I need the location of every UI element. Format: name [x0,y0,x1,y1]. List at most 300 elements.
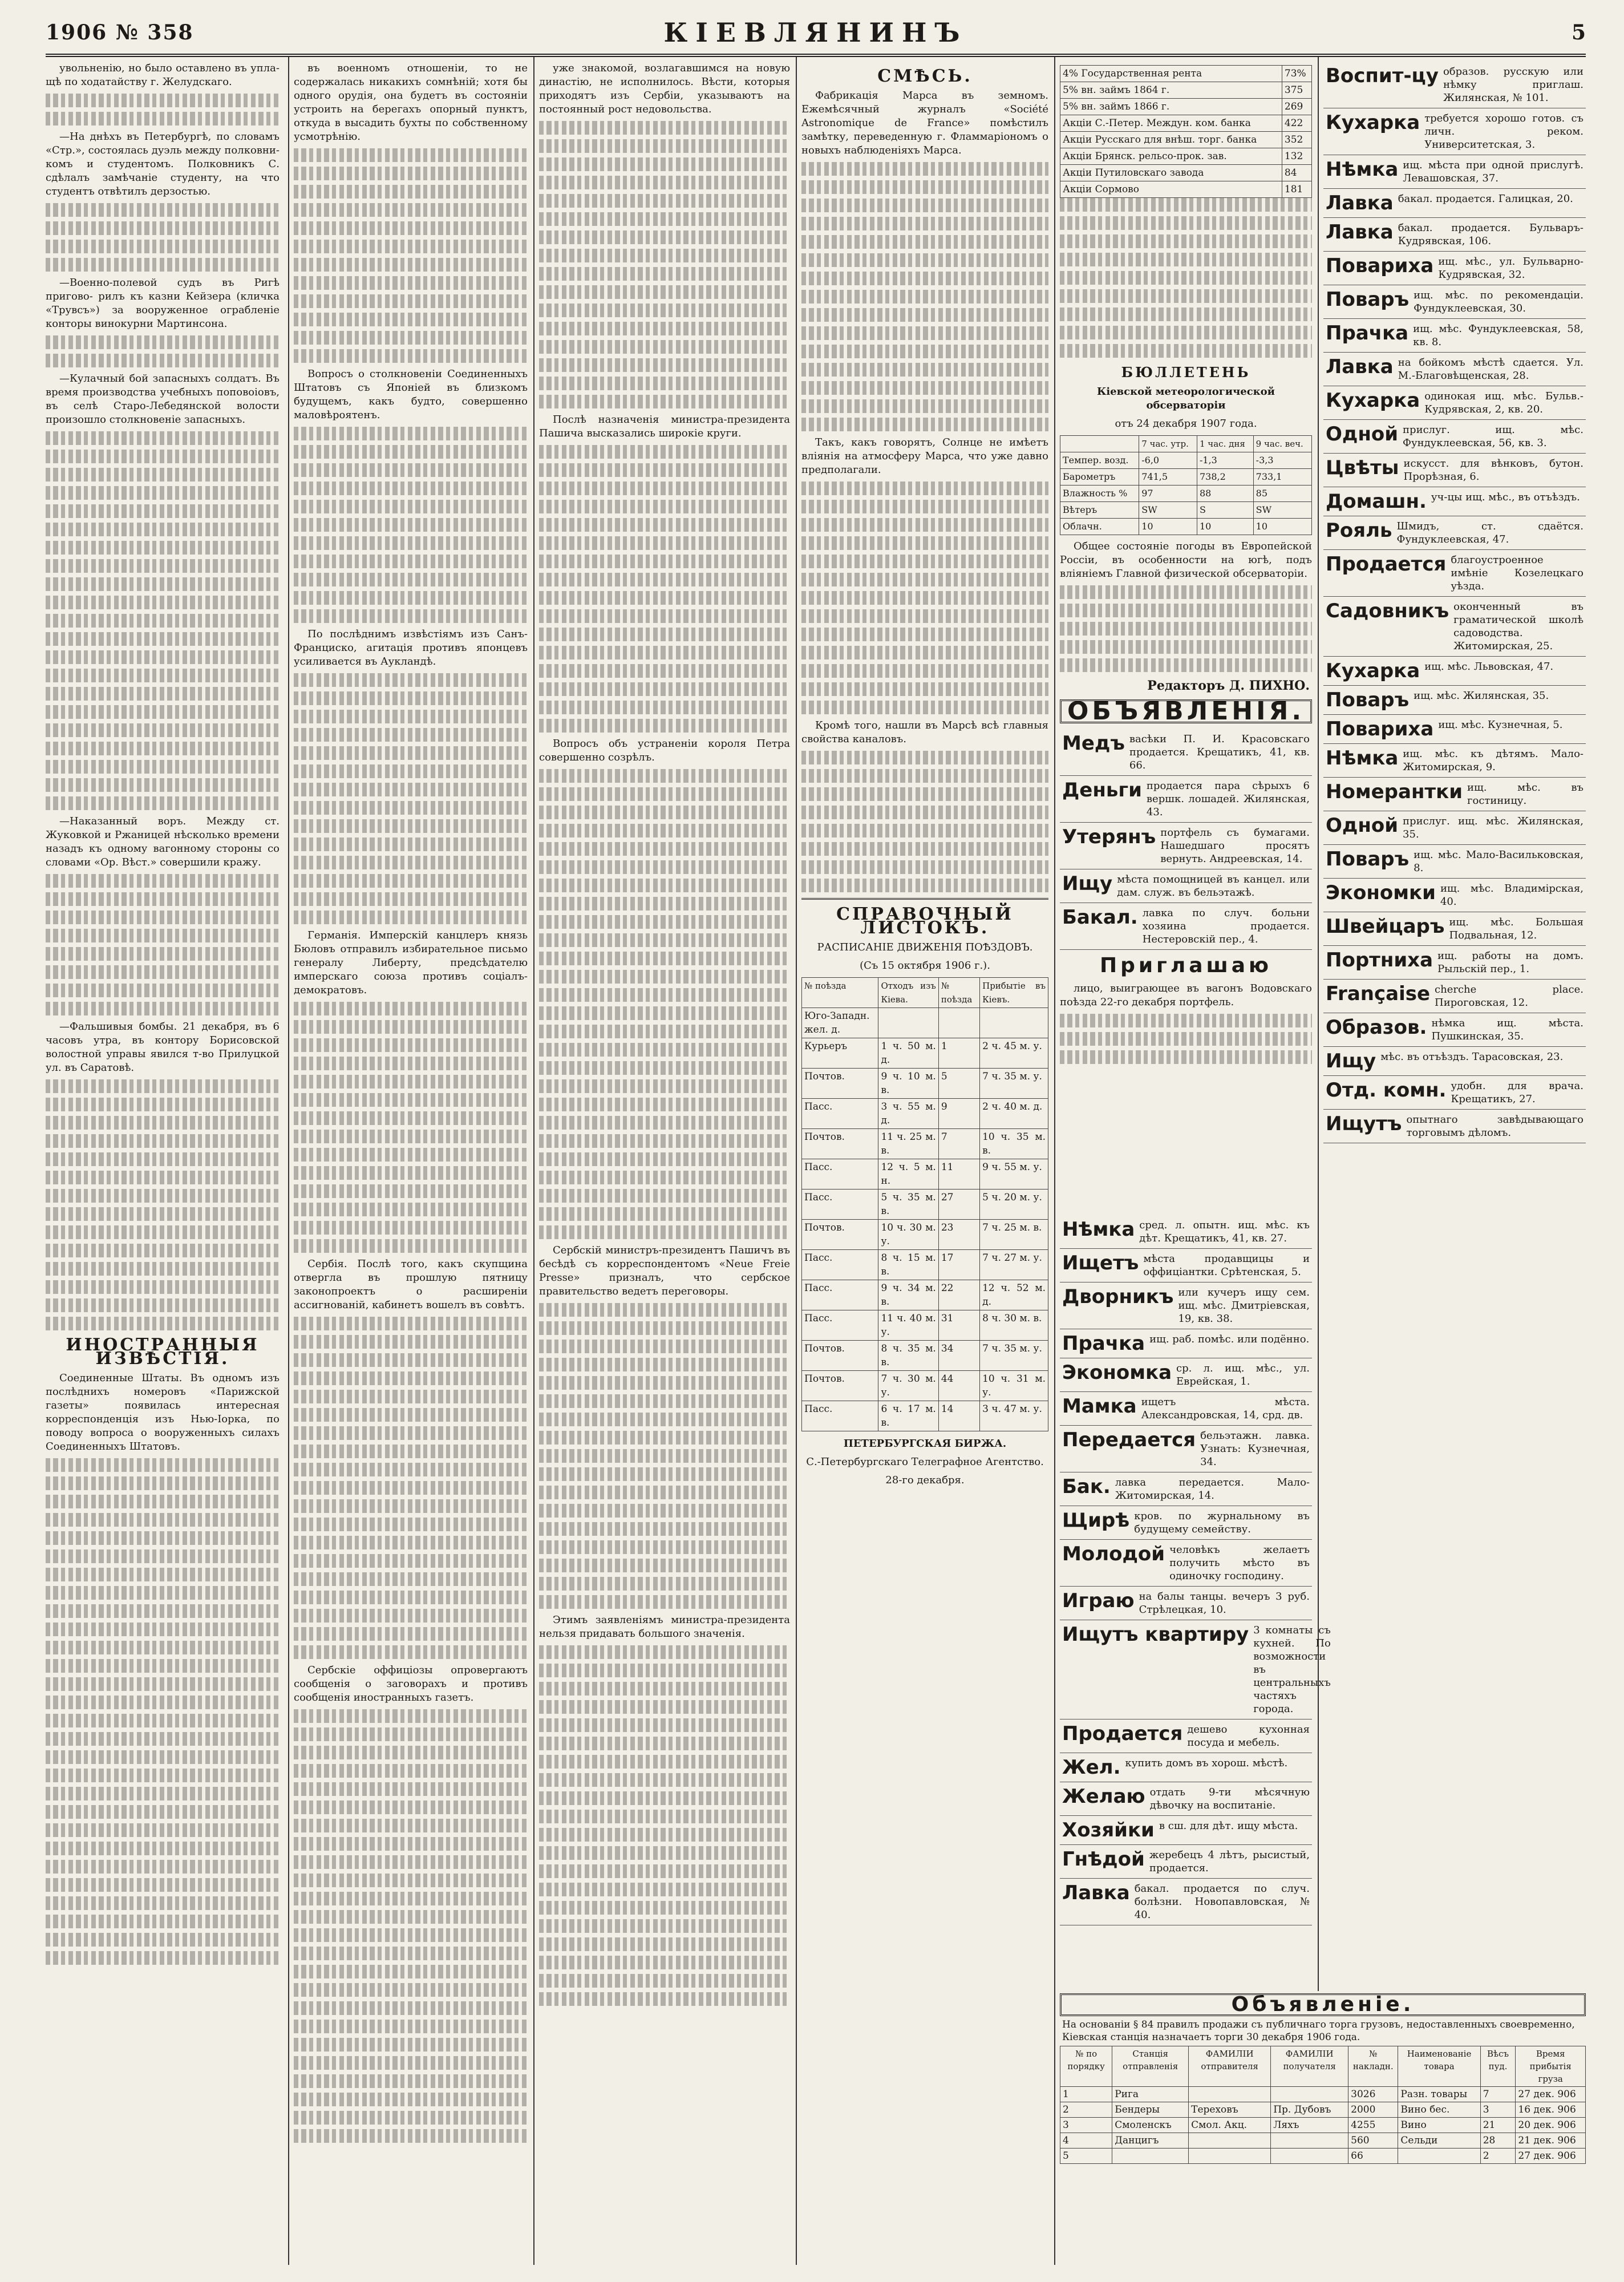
table-row [1060,2149,1586,2164]
ad-headline: Гнѣдой [1062,1848,1145,1871]
column-divider [796,57,797,2265]
text-lines [294,221,528,235]
text-lines [46,1189,280,1203]
table-cell: 7 ч. 27 м. у. [980,1250,1048,1280]
ad-text: искусст. для вѣнковъ, бутон. Прорѣзная, 6. [1403,458,1583,483]
ad-text: нѣмка ищ. мѣста. Пушкинская, 35. [1431,1017,1583,1042]
text-lines [801,701,1048,714]
text-lines [294,1317,528,1330]
text-lines [294,1928,528,1942]
table-cell [980,1008,1048,1038]
text-lines [46,984,280,997]
classified-ad [1060,1249,1312,1282]
classified-ad [1323,189,1586,218]
table-cell: 3 [1480,2102,1516,2118]
text-lines [539,1486,790,1499]
text-lines [46,874,280,888]
text-lines [46,1951,280,1965]
table-cell: 7 ч. 35 м. у. [980,1069,1048,1099]
text-lines [294,1002,528,1015]
weather-table [1060,435,1312,535]
text-lines [1060,658,1312,672]
text-lines [539,230,790,244]
text-lines [801,824,1048,837]
text-lines [539,1171,790,1184]
text-lines [46,965,280,979]
newspaper-title: КІЕВЛЯНИНЪ [663,17,968,48]
table-cell: 4% Государственная рента [1060,66,1282,82]
column-7 [1323,62,1586,2265]
text-lines [539,1577,790,1591]
text-lines [539,719,790,733]
ad-text: ср. л. ищ. мѣс., ул. Еврейская, 1. [1176,1362,1310,1387]
text-lines [539,1025,790,1038]
ad-text: отдать 9-ти мѣсячную дѣвочку на воспитаніе. [1149,1786,1310,1811]
classified-ad [1323,353,1586,386]
text-lines [1060,1032,1312,1046]
table-cell [938,1008,979,1038]
table-cell: 27 [938,1189,979,1220]
table-row [1060,2087,1586,2102]
ad-text: ищ. мѣс. Большая Подвальная, 12. [1449,916,1583,941]
cargo-table [1060,2046,1586,2164]
ad-text: ищ. мѣс. къ дѣтямъ. Мало-Житомирская, 9. [1403,748,1583,773]
table-cell: 27 дек. 906 [1516,2149,1586,2164]
ad-headline: Кухарка [1326,111,1420,134]
table-row [802,1310,1048,1341]
text-lines [801,363,1048,377]
ad-text: ищ. мѣс. Львовская, 47. [1424,661,1554,673]
text-lines [539,1901,790,1915]
text-lines [801,646,1048,659]
table-cell: 10 ч. 30 м. у. [878,1220,938,1250]
ad-headline: Поваръ [1326,848,1410,871]
table-cell: 12 ч. 52 м. д. [980,1280,1048,1310]
text-lines [294,837,528,851]
table-cell: 10 [1139,519,1197,535]
text-lines [539,1755,790,1769]
classified-ad [1323,1013,1586,1047]
text-lines [801,180,1048,194]
table-cell: 4 [1060,2133,1112,2149]
text-lines [294,1609,528,1623]
text-lines [294,764,528,778]
schedule-date: (Съ 15 октября 1906 г.). [860,960,990,972]
text-lines [294,2111,528,2125]
table-cell: 3 [1060,2118,1112,2133]
text-lines [46,1207,280,1221]
table-cell: Данцигъ [1112,2133,1189,2149]
text-lines [46,523,280,536]
table-cell: 181 [1282,181,1311,198]
text-lines [294,609,528,623]
text-lines [801,536,1048,550]
table-cell: Почтов. [802,1341,878,1371]
text-lines [294,2001,528,2015]
table-cell: 741,5 [1139,469,1197,485]
exchange-table [1060,65,1312,198]
news-item: Фабрикація Марса въ земномъ. Ежемѣсячный журналъ «Société Astronomique de France» помѣстилъ замѣтку, переведенную г. Фламмаріономъ о новыхъ наблюденіяхъ Марса. [801,90,1048,156]
text-lines [539,1061,790,1075]
table-row [802,1220,1048,1250]
classified-ad [1060,1540,1312,1587]
table-cell: Смоленскъ [1112,2118,1189,2133]
table-row [1060,99,1312,115]
text-lines [1060,344,1312,358]
text-lines [539,1303,790,1317]
news-item: уже знакомой, возлагавшимся на новую династію, не исполнилось. Вѣсти, которыя приходятъ изъ Сербіи, указываютъ на постоянный рост недовольства. [539,62,790,115]
ad-text: кров. по журнальному въ будущему семейству. [1134,1510,1310,1535]
text-lines [294,2038,528,2052]
classified-ad [1323,686,1586,715]
table-cell: Темпер. возд. [1060,452,1139,469]
text-lines [46,1116,280,1130]
text-lines [46,541,280,555]
text-lines [539,340,790,354]
table-cell: Акціи С.-Петер. Междун. ком. банка [1060,115,1282,132]
table-cell: 84 [1282,165,1311,181]
text-lines [801,253,1048,267]
text-lines [539,1394,790,1408]
text-lines [46,796,280,810]
classified-ad [1323,912,1586,946]
ad-headline: Нѣмка [1326,158,1399,181]
classified-ad [1323,218,1586,252]
text-lines [46,1860,280,1874]
table-cell: 3 ч. 47 м. у. [980,1401,1048,1431]
ad-headline: Дворникъ [1062,1285,1174,1308]
ad-text: ищетъ мѣста. Александровская, 14, срд. дв. [1141,1396,1310,1421]
ad-headline: Лавка [1326,355,1394,378]
classified-ad [1060,729,1312,776]
text-lines [539,806,790,819]
text-lines [539,860,790,874]
ad-headline: Кухарка [1326,389,1420,412]
classified-ad [1060,1358,1312,1392]
ad-headline: Прачка [1062,1332,1145,1355]
issue-number: 1906 № 358 [46,21,194,44]
ad-text: Шмидъ, ст. сдаётся. Фундуклеевская, 47. [1396,520,1583,545]
classified-ad [1323,1076,1586,1110]
table-cell: 9 [938,1099,979,1129]
text-lines [801,418,1048,431]
table-row [1060,148,1312,165]
table-row [802,1129,1048,1159]
table-cell: 2 ч. 40 м. д. [980,1099,1048,1129]
ad-text: бакал. продается. Галицкая, 20. [1398,193,1573,205]
classified-ad [1060,1845,1312,1879]
text-lines [801,482,1048,495]
ad-headline: Ищетъ [1062,1252,1139,1274]
ad-text: прислуг. ищ. мѣс. Фундуклеевская, 56, кв. 3. [1403,424,1583,449]
schedule-heading: РАСПИСАНІЕ ДВИЖЕНІЯ ПОѢЗДОВЪ. [817,941,1033,953]
text-lines [46,486,280,500]
invite-text: лицо, выиграющее въ вагонъ Водовскаго поѣзда 22-го декабря портфель. [1060,982,1312,1008]
bulletin-subtitle: Кіевской метеорологической обсерваторіи [1096,386,1275,411]
classified-ad [1060,1329,1312,1358]
text-lines [539,1718,790,1732]
table-row [802,1159,1048,1189]
classified-ad [1060,903,1312,950]
notice-text: На основаніи § 84 правилъ продажи съ публичнаго торга грузовъ, недоставленныхъ своевременно, Кіевская станція назначаетъ торги 30 декабря 1906 года. [1062,2019,1575,2043]
news-item: —На днѣхъ въ Петербургѣ, по словамъ «Стр.», состоялась дуэль между полковни- комъ и студентомъ. Полковникъ С. сдѣлалъ замѣчаніе студенту, на что студентъ отвѣтилъ дерзостью. [46,131,280,197]
schedule-rows [802,1008,1048,1431]
text-lines [294,1408,528,1422]
text-lines [539,1431,790,1445]
text-lines [46,1933,280,1947]
table-cell: 5% вн. займъ 1866 г. [1060,99,1282,115]
table-cell: 4255 [1348,2118,1398,2133]
text-lines [294,1093,528,1107]
ad-headline: Домашн. [1326,490,1427,513]
text-lines [46,1586,280,1600]
classified-ad [1323,715,1586,744]
text-lines [801,879,1048,892]
table-cell: Почтов. [802,1069,878,1099]
ad-text: ищ. мѣс., ул. Бульварно-Кудрявская, 32. [1438,256,1583,281]
classified-ad [1323,285,1586,319]
text-lines [46,240,280,253]
text-lines [294,1038,528,1052]
text-lines [294,1111,528,1125]
text-lines [294,591,528,605]
table-cell: Акціи Путиловскаго завода [1060,165,1282,181]
table-header: Время прибытія груза [1516,2046,1586,2087]
text-lines [801,751,1048,764]
text-lines [539,1098,790,1111]
ad-headline: Садовникъ [1326,600,1449,622]
table-cell: Акціи Русскаго для внѣш. торг. банка [1060,132,1282,148]
text-lines [294,313,528,326]
train-schedule-table [801,977,1048,1431]
classified-ad [1323,980,1586,1013]
text-lines [46,650,280,664]
ad-text: ищ. мѣс. Владимірская, 40. [1440,883,1583,908]
text-lines [46,468,280,482]
text-lines [294,2129,528,2143]
text-lines [46,1915,280,1928]
text-lines [539,842,790,856]
ads-list [1323,62,1586,1143]
table-row [1060,485,1312,502]
ad-headline: Медъ [1062,732,1125,755]
classified-ad [1323,319,1586,353]
news-item: въ военномъ отношеніи, то не содержалась никакихъ сомнѣній; хотя бы одного орудія, она будетъ въ состояніи устроить на берегахъ опорный пунктъ, откуда в высадить бухты по собственному усмотрѣнію. [294,62,528,143]
news-item: Кромѣ того, нашли въ Марсѣ всѣ главныя свойства каналовъ. [801,719,1048,745]
table-cell: Почтов. [802,1371,878,1401]
ad-text: мѣс. въ отъѣздъ. Тарасовская, 23. [1380,1051,1564,1063]
table-cell [1271,2149,1348,2164]
ad-text: требуется хорошо готов. съ личн. реком. Университетская, 3. [1424,112,1583,151]
text-lines [294,1148,528,1162]
text-lines [539,1791,790,1805]
table-cell: Пр. Дубовъ [1271,2102,1348,2118]
classified-ad [1060,1782,1312,1816]
news-item: —Кулачный бой запасныхъ солдатъ. Въ время производства учебныхъ поповоіовъ, въ селѣ Старо-Лебедянской волости произошло столкновеніе запасныхъ. [46,373,280,426]
text-lines [294,1221,528,1235]
table-cell [878,1008,938,1038]
ad-text: дешево кухонная посуда и мебель. [1187,1723,1310,1749]
text-lines [539,1467,790,1481]
ad-headline: Мамка [1062,1395,1137,1418]
ad-headline: Одной [1326,423,1399,446]
text-lines [1060,198,1312,212]
table-header: Отходъ изъ Кіева. [878,978,938,1008]
text-lines [539,1116,790,1130]
ad-text: 3 комнаты съ кухней. По возможности въ центральныхъ частяхъ города. [1253,1624,1331,1715]
column-4 [801,62,1048,2265]
table-cell [1189,2087,1271,2102]
table-cell: 733,1 [1253,469,1311,485]
table-cell: Пасс. [802,1401,878,1431]
text-lines [539,933,790,947]
table-cell: Почтов. [802,1220,878,1250]
text-lines [539,482,790,495]
table-cell: Влажность % [1060,485,1139,502]
text-lines [46,1732,280,1746]
text-lines [294,1874,528,1887]
text-lines [539,1079,790,1093]
ad-text: оконченный въ граматической школѣ садоводства. Житомирская, 25. [1453,601,1583,652]
text-lines [539,1540,790,1554]
classified-ad [1060,1816,1312,1845]
ad-headline: Образов. [1326,1016,1427,1039]
text-lines [46,892,280,906]
text-lines [294,482,528,495]
table-row [1060,115,1312,132]
text-lines [801,518,1048,532]
table-cell: -1,3 [1197,452,1254,469]
table-cell: 8 ч. 35 м. в. [878,1341,938,1371]
ad-headline: Прачка [1326,322,1409,345]
text-lines [294,240,528,253]
text-lines [294,555,528,568]
ad-text: ищ. раб. помѣс. или подённо. [1149,1333,1310,1345]
text-lines [539,358,790,372]
ad-headline: Играю [1062,1589,1135,1612]
text-lines [801,217,1048,230]
table-row [1060,66,1312,82]
table-cell [1398,2149,1480,2164]
text-lines [46,1098,280,1111]
table-header: Прибытіе въ Кіевъ. [980,978,1048,1008]
masthead [46,17,1586,50]
text-lines [46,94,280,107]
ads-list [1060,729,1312,950]
table-row [1060,452,1312,469]
text-lines [294,331,528,345]
text-lines [539,536,790,550]
table-cell: Тереховъ [1189,2102,1271,2118]
classified-ad [1060,1587,1312,1620]
table-cell: Почтов. [802,1129,878,1159]
text-lines [46,1823,280,1837]
text-lines [539,1134,790,1148]
table-cell: 8 ч. 30 м. в. [980,1310,1048,1341]
column-divider [533,57,534,2265]
text-lines [294,1627,528,1641]
table-row [1060,2133,1586,2149]
notice-heading: Объявленіе. [1060,1993,1586,2016]
ad-headline: Продается [1326,553,1447,576]
text-lines [539,1358,790,1371]
ad-headline: Поваръ [1326,288,1410,311]
ad-headline: Деньги [1062,779,1142,802]
text-lines [46,1495,280,1508]
text-lines [294,1727,528,1741]
text-lines [801,628,1048,641]
text-lines [294,1554,528,1568]
text-lines [46,632,280,646]
ad-headline: Одной [1326,814,1399,837]
text-lines [801,682,1048,696]
table-cell: 6 ч. 17 м. в. [878,1401,938,1431]
text-lines [46,1677,280,1691]
text-lines [539,1645,790,1659]
text-lines [801,345,1048,358]
text-lines [539,591,790,605]
auction-notice [1060,1991,1586,2265]
text-lines [46,1896,280,1910]
text-lines [539,1006,790,1020]
text-lines [539,1919,790,1933]
table-row [802,1341,1048,1371]
text-lines [539,1773,790,1787]
text-lines [294,2020,528,2033]
text-lines [294,1166,528,1180]
text-lines [801,664,1048,678]
table-header: № поѣзда [938,978,979,1008]
text-lines [539,121,790,135]
text-lines [801,381,1048,395]
table-cell: 422 [1282,115,1311,132]
text-lines [294,1782,528,1796]
text-lines [539,445,790,459]
table-row [1060,502,1312,519]
table-cell: 34 [938,1341,979,1371]
text-lines [539,377,790,390]
news-item: —Военно-полевой судъ въ Ригѣ пригово- рилъ къ казни Кейзера (кличка «Трувсъ») за вооруженное ограбленіе конторы винокурни Мартинсона. [46,277,280,330]
text-lines [294,1892,528,1905]
text-lines [294,1645,528,1659]
table-cell: Ляхъ [1271,2118,1348,2133]
news-item: Послѣ назначенія министра-президента Пашича высказались широкіе круги. [539,414,790,439]
ad-text: мѣста помощницей въ канцел. или дам. служ. въ бельэтажѣ. [1117,873,1310,899]
table-cell: 8 ч. 15 м. в. [878,1250,938,1280]
text-lines [1060,585,1312,599]
ad-text: одинокая ищ. мѣс. Бульв.-Кудрявская, 2, кв. 20. [1424,390,1583,415]
text-lines [539,1846,790,1860]
text-lines [539,500,790,513]
text-lines [294,573,528,586]
ad-text: купить домъ въ хорош. мѣстѣ. [1125,1757,1288,1769]
text-lines [46,1604,280,1618]
text-lines [539,1152,790,1166]
text-lines [539,1413,790,1426]
table-cell: 88 [1197,485,1254,502]
news-item: Сербскіе оффиціозы опровергаютъ сообщенія о заговорахъ и противъ сообщенія иностранныхъ газетъ. [294,1664,528,1704]
text-lines [294,2093,528,2106]
text-lines [294,1481,528,1495]
text-lines [294,1390,528,1403]
text-lines [46,723,280,737]
text-lines [294,801,528,815]
text-lines [46,1002,280,1015]
ad-text: образов. русскую или нѣмку приглаш. Жилянская, № 101. [1443,66,1583,104]
text-lines [1060,1014,1312,1027]
text-lines [46,929,280,942]
table-cell: 1 ч. 50 м. д. [878,1038,938,1069]
